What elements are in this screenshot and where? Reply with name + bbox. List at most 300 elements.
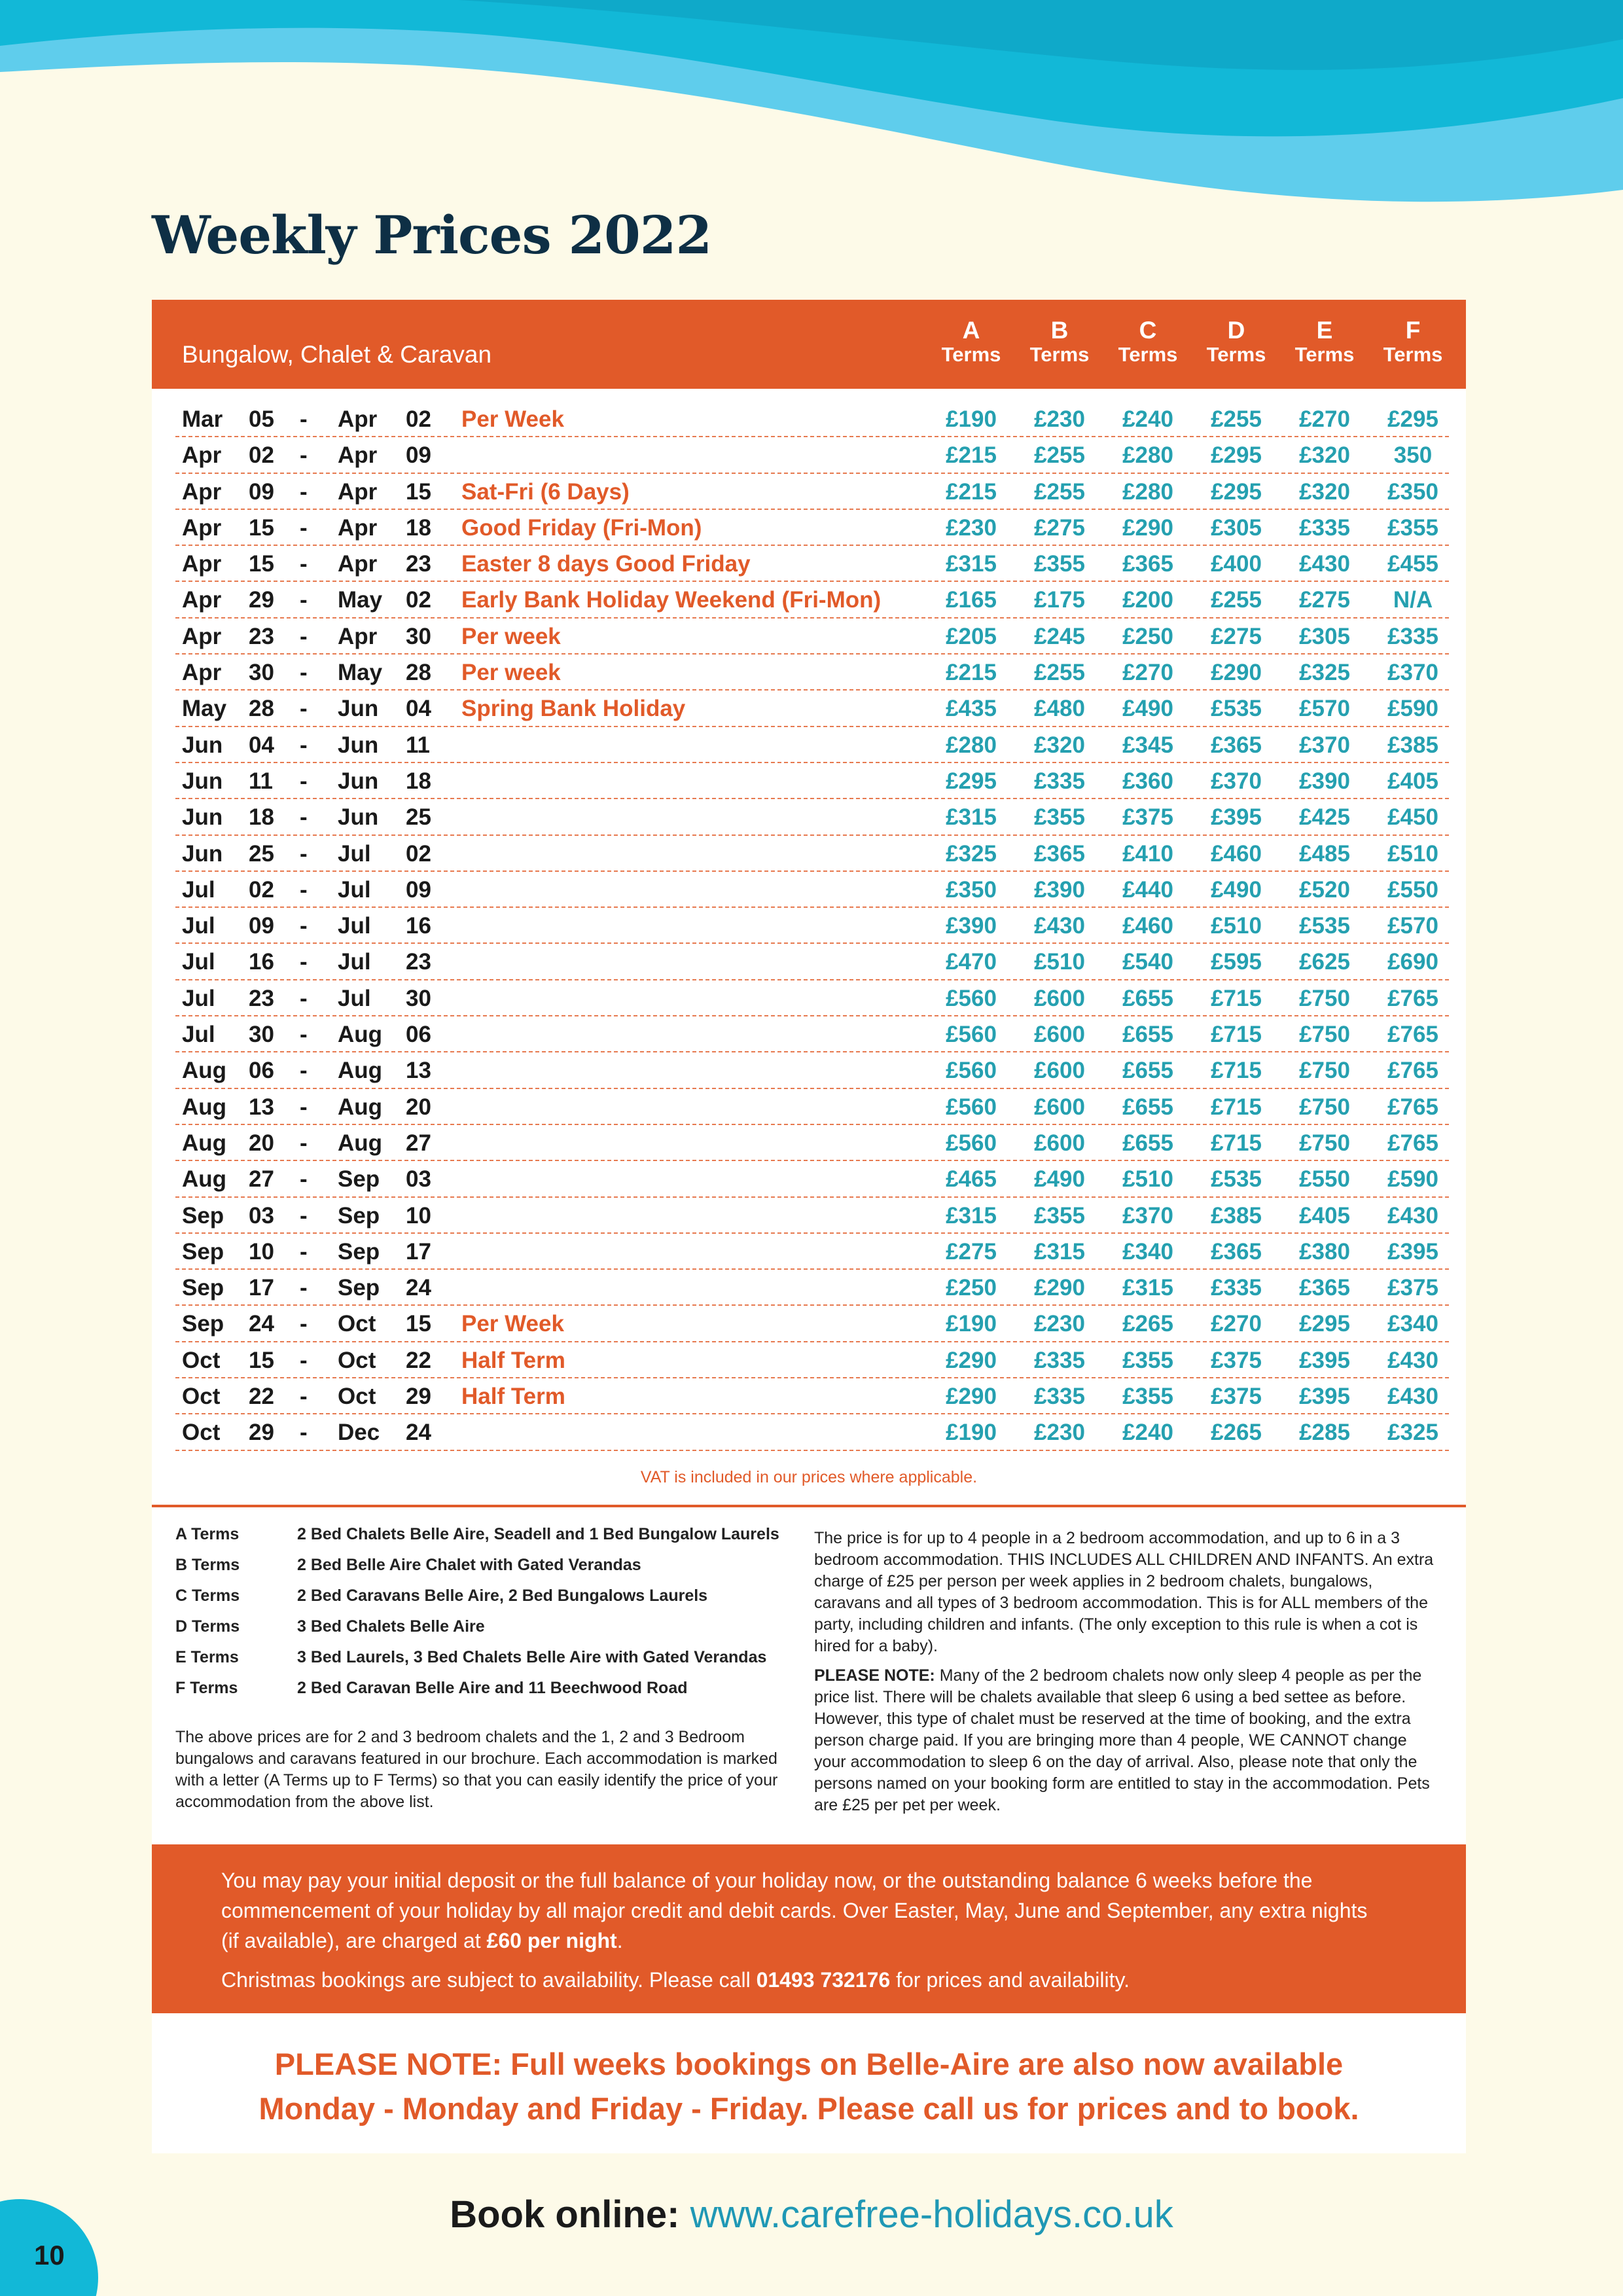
price-c: £290 [1122,514,1173,541]
column-header-e: E Terms [1294,317,1355,366]
price-d: £375 [1211,1347,1262,1373]
price-c: £655 [1122,1130,1173,1156]
end-day: 09 [406,442,431,469]
price-d: £265 [1211,1420,1262,1446]
price-e: £425 [1299,804,1350,831]
end-day: 04 [406,696,431,722]
period-note: Per week [461,623,561,649]
table-header [152,300,1466,389]
end-day: 23 [406,949,431,975]
table-row [175,1342,1449,1378]
price-f: £295 [1387,406,1438,432]
start-day: 30 [249,660,274,686]
end-day: 16 [406,913,431,939]
table-row [175,1016,1449,1052]
price-f: £430 [1387,1202,1438,1229]
price-f: 350 [1393,442,1433,469]
website-link[interactable]: www.carefree-holidays.co.uk [690,2193,1173,2236]
date-separator: - [300,768,308,794]
price-a: £560 [946,1094,997,1120]
price-d: £715 [1211,985,1262,1011]
start-day: 17 [249,1275,274,1301]
end-month: Aug [338,1094,383,1120]
price-f: £590 [1387,1166,1438,1193]
price-f: £405 [1387,768,1438,794]
date-separator: - [300,1022,308,1048]
price-e: £275 [1299,587,1350,613]
date-separator: - [300,1420,308,1446]
price-e: £520 [1299,876,1350,903]
table-row [175,944,1449,980]
price-c: £340 [1122,1238,1173,1265]
price-a: £390 [946,913,997,939]
price-a: £295 [946,768,997,794]
price-a: £560 [946,1130,997,1156]
price-d: £490 [1211,876,1262,903]
price-d: £535 [1211,1166,1262,1193]
start-day: 15 [249,1347,274,1373]
price-f: £455 [1387,551,1438,577]
period-note: Half Term [461,1347,565,1373]
end-day: 22 [406,1347,431,1373]
price-e: £625 [1299,949,1350,975]
date-separator: - [300,876,308,903]
start-month: Sep [182,1311,224,1337]
start-month: Jun [182,768,223,794]
price-c: £540 [1122,949,1173,975]
price-d: £295 [1211,442,1262,469]
price-b: £230 [1034,1311,1085,1337]
price-d: £395 [1211,804,1262,831]
price-c: £510 [1122,1166,1173,1193]
end-day: 29 [406,1384,431,1410]
price-b: £335 [1034,1384,1085,1410]
price-e: £430 [1299,551,1350,577]
price-f: £570 [1387,913,1438,939]
end-month: Sep [338,1202,380,1229]
price-b: £175 [1034,587,1085,613]
price-a: £315 [946,551,997,577]
end-month: Apr [338,551,378,577]
price-f: £335 [1387,623,1438,649]
date-separator: - [300,623,308,649]
start-month: Aug [182,1130,227,1156]
start-month: Jul [182,985,215,1011]
price-b: £600 [1034,1130,1085,1156]
price-d: £305 [1211,514,1262,541]
payment-text: You may pay your initial deposit or the full balance of your holiday now, or the outstanding balance 6 weeks before the commencement of your holiday by all major credit and debit cards. Over Easter, May, June and September, any extra nights (if available), are charged at £60 per night. [221,1869,1368,1952]
price-e: £750 [1299,1094,1350,1120]
price-e: £405 [1299,1202,1350,1229]
date-separator: - [300,1166,308,1193]
price-a: £215 [946,442,997,469]
table-row [175,510,1449,546]
price-a: £280 [946,732,997,758]
price-f: £375 [1387,1275,1438,1301]
price-f: £325 [1387,1420,1438,1446]
start-day: 23 [249,985,274,1011]
end-month: Jun [338,768,379,794]
price-b: £355 [1034,804,1085,831]
end-month: Jun [338,696,379,722]
end-month: Sep [338,1275,380,1301]
start-day: 23 [249,623,274,649]
table-row [175,691,1449,726]
price-c: £365 [1122,551,1173,577]
end-month: May [338,587,383,613]
price-f: £765 [1387,1058,1438,1084]
price-c: £200 [1122,587,1173,613]
price-b: £335 [1034,1347,1085,1373]
start-month: Jul [182,876,215,903]
price-c: £410 [1122,840,1173,867]
end-day: 18 [406,768,431,794]
price-b: £230 [1034,1420,1085,1446]
price-a: £250 [946,1275,997,1301]
table-row [175,582,1449,618]
price-a: £215 [946,478,997,505]
start-month: Jul [182,949,215,975]
price-a: £315 [946,804,997,831]
end-month: Aug [338,1058,383,1084]
period-note: Per Week [461,406,564,432]
end-month: Sep [338,1238,380,1265]
price-d: £295 [1211,478,1262,505]
price-c: £655 [1122,1022,1173,1048]
price-b: £255 [1034,660,1085,686]
date-separator: - [300,587,308,613]
end-day: 02 [406,406,431,432]
price-f: £765 [1387,1130,1438,1156]
price-e: £750 [1299,985,1350,1011]
price-d: £255 [1211,406,1262,432]
period-note: Per week [461,660,561,686]
price-b: £365 [1034,840,1085,867]
date-separator: - [300,442,308,469]
price-e: £295 [1299,1311,1350,1337]
start-month: Oct [182,1420,221,1446]
chalet-sleeping-text: Many of the 2 bedroom chalets now only sleep 4 people as per the price list. There will be chalets available that sleep 6 using a bed settee as before. However, this type of chalet must be reserved at the time of booking, and the extra person charge paid. If you are bringing more than 4 people, WE CANNOT change your accommodation to sleep 6 on the day of arrival. Also, please note that only the persons named on your booking form are entitled to stay in the accommodation. Pets are £25 per pet per week. [814,1666,1430,1814]
end-month: Jun [338,804,379,831]
date-separator: - [300,514,308,541]
end-month: Jul [338,876,371,903]
end-month: Jun [338,732,379,758]
start-day: 09 [249,478,274,505]
column-header-f: F Terms [1383,317,1443,366]
price-f: £370 [1387,660,1438,686]
end-month: Oct [338,1384,376,1410]
price-b: £490 [1034,1166,1085,1193]
price-d: £275 [1211,623,1262,649]
price-c: £240 [1122,1420,1173,1446]
start-day: 27 [249,1166,274,1193]
end-day: 11 [406,732,430,758]
start-month: Jul [182,1022,215,1048]
start-day: 29 [249,587,274,613]
date-separator: - [300,840,308,867]
price-a: £205 [946,623,997,649]
end-day: 18 [406,514,431,541]
end-day: 24 [406,1420,431,1446]
price-e: £370 [1299,732,1350,758]
price-d: £715 [1211,1094,1262,1120]
please-note-label: PLEASE NOTE: [814,1666,935,1685]
price-b: £335 [1034,768,1085,794]
start-day: 04 [249,732,274,758]
price-c: £375 [1122,804,1173,831]
price-d: £255 [1211,587,1262,613]
price-a: £470 [946,949,997,975]
start-month: Apr [182,442,222,469]
price-b: £315 [1034,1238,1085,1265]
price-b: £245 [1034,623,1085,649]
date-separator: - [300,949,308,975]
start-month: Oct [182,1347,221,1373]
start-day: 11 [249,768,273,794]
end-month: Apr [338,623,378,649]
price-e: £380 [1299,1238,1350,1265]
start-day: 25 [249,840,274,867]
start-month: Apr [182,478,222,505]
price-f: £590 [1387,696,1438,722]
price-d: £385 [1211,1202,1262,1229]
price-d: £365 [1211,1238,1262,1265]
table-row [175,799,1449,835]
table-row [175,1270,1449,1306]
end-day: 23 [406,551,431,577]
price-e: £320 [1299,478,1350,505]
table-row [175,836,1449,872]
please-note-banner [152,2030,1466,2152]
start-day: 05 [249,406,274,432]
price-b: £230 [1034,406,1085,432]
price-f: £355 [1387,514,1438,541]
price-e: £750 [1299,1058,1350,1084]
price-b: £355 [1034,551,1085,577]
date-separator: - [300,478,308,505]
end-month: Apr [338,514,378,541]
end-month: Oct [338,1311,376,1337]
price-c: £655 [1122,985,1173,1011]
price-rows [175,401,1449,1451]
start-month: Apr [182,660,222,686]
price-b: £275 [1034,514,1085,541]
payment-info-banner [152,1844,1466,2013]
price-b: £510 [1034,949,1085,975]
end-day: 27 [406,1130,431,1156]
start-day: 20 [249,1130,274,1156]
table-row [175,655,1449,691]
page-number: 10 [34,2240,65,2270]
table-row [175,763,1449,799]
price-d: £270 [1211,1311,1262,1337]
price-f: £765 [1387,1022,1438,1048]
table-row [175,1052,1449,1088]
end-day: 15 [406,1311,431,1337]
price-e: £550 [1299,1166,1350,1193]
column-header-d: D Terms [1206,317,1266,366]
end-day: 24 [406,1275,431,1301]
price-c: £315 [1122,1275,1173,1301]
end-day: 06 [406,1022,431,1048]
start-month: Mar [182,406,223,432]
date-separator: - [300,1058,308,1084]
price-b: £600 [1034,985,1085,1011]
date-separator: - [300,1238,308,1265]
price-c: £240 [1122,406,1173,432]
price-a: £350 [946,876,997,903]
price-f: £385 [1387,732,1438,758]
price-a: £325 [946,840,997,867]
price-a: £560 [946,985,997,1011]
price-e: £395 [1299,1384,1350,1410]
end-day: 28 [406,660,431,686]
table-row [175,1234,1449,1270]
date-separator: - [300,1202,308,1229]
end-month: Apr [338,442,378,469]
price-b: £255 [1034,478,1085,505]
chalet-sleeping-note [814,1665,1442,1816]
date-separator: - [300,660,308,686]
price-d: £370 [1211,768,1262,794]
please-note-line-1: PLEASE NOTE: Full weeks bookings on Belle-Aire are also now available [274,2047,1344,2081]
period-note: Sat-Fri (6 Days) [461,478,630,505]
price-a: £560 [946,1022,997,1048]
table-row [175,1198,1449,1234]
date-separator: - [300,1384,308,1410]
end-month: Jul [338,949,371,975]
price-e: £395 [1299,1347,1350,1373]
price-a: £435 [946,696,997,722]
period-note: Half Term [461,1384,565,1410]
price-b: £320 [1034,732,1085,758]
start-month: May [182,696,227,722]
price-b: £390 [1034,876,1085,903]
end-month: Sep [338,1166,380,1193]
price-f: £430 [1387,1347,1438,1373]
end-day: 09 [406,876,431,903]
price-d: £335 [1211,1275,1262,1301]
christmas-note: Christmas bookings are subject to availability. Please call 01493 732176 for prices and availability. [221,1968,1130,1992]
end-month: Apr [338,478,378,505]
price-b: £255 [1034,442,1085,469]
table-row [175,546,1449,582]
price-d: £715 [1211,1130,1262,1156]
period-note: Early Bank Holiday Weekend (Fri-Mon) [461,587,882,613]
start-day: 02 [249,876,274,903]
end-month: Aug [338,1022,383,1048]
price-c: £355 [1122,1347,1173,1373]
start-day: 24 [249,1311,274,1337]
start-month: Sep [182,1202,224,1229]
price-f: £550 [1387,876,1438,903]
extra-night-price: £60 per night [486,1929,617,1952]
price-a: £290 [946,1347,997,1373]
price-b: £600 [1034,1058,1085,1084]
price-c: £265 [1122,1311,1173,1337]
price-e: £750 [1299,1022,1350,1048]
start-day: 16 [249,949,274,975]
end-month: Aug [338,1130,383,1156]
start-day: 13 [249,1094,274,1120]
price-a: £560 [946,1058,997,1084]
price-f: £395 [1387,1238,1438,1265]
start-day: 03 [249,1202,274,1229]
start-day: 29 [249,1420,274,1446]
table-row [175,980,1449,1016]
start-month: Apr [182,623,222,649]
price-e: £390 [1299,768,1350,794]
price-b: £430 [1034,913,1085,939]
price-e: £485 [1299,840,1350,867]
table-row [175,1378,1449,1414]
column-header-c: C Terms [1118,317,1178,366]
start-month: Apr [182,514,222,541]
date-separator: - [300,696,308,722]
table-row [175,401,1449,437]
price-e: £320 [1299,442,1350,469]
start-day: 15 [249,551,274,577]
table-row-label: Bungalow, Chalet & Caravan [182,341,492,368]
price-d: £365 [1211,732,1262,758]
start-month: Jun [182,732,223,758]
please-note-line-2: Monday - Monday and Friday - Friday. Please call us for prices and to book. [259,2091,1359,2126]
table-row [175,1125,1449,1161]
price-b: £480 [1034,696,1085,722]
column-header-a: A Terms [941,317,1001,366]
price-e: £325 [1299,660,1350,686]
price-e: £285 [1299,1420,1350,1446]
price-f: £690 [1387,949,1438,975]
start-day: 18 [249,804,274,831]
table-row [175,1161,1449,1197]
price-d: £715 [1211,1022,1262,1048]
table-row [175,1306,1449,1342]
price-d: £595 [1211,949,1262,975]
price-e: £305 [1299,623,1350,649]
price-a: £290 [946,1384,997,1410]
table-row [175,908,1449,944]
end-day: 03 [406,1166,431,1193]
prices-card: Bungalow, Chalet & Caravan A Terms B Terms C Terms D Terms E Terms F Terms Mar 05 - Apr 02 Per Week £190 £230 £240 £255 £270 £295 Apr 02 - Apr 09 £215 £255 £280 £295 £320 350 Apr 09 - Apr 15 Sat-Fri (6 Days) £215 £255 £280 £295 £320 £350 Apr 15 - Apr 18 Good Friday (Fri-Mon) £230 £275 £290 £305 £335 £355 Apr 15 - Apr 23 Easter 8 days Good Friday £315 £355 £365 £400 £430 £455 Apr 29 - May 02 Early Bank Holiday Weekend (Fri-Mon) £165 £175 £200 £255 £275 N/A Apr 23 - Apr 30 Per week £205 £245 £250 £275 £305 £335 Apr 30 - May 28 Per week £215 £255 £270 £290 £325 £370 May 28 - Jun 04 Spring Bank Holiday £435 £480 £490 £535 £570 £590 Jun 04 - Jun 11 £280 £320 £345 £365 £370 £385 Jun 11 - Jun 18 £295 £335 £360 £370 £390 £405 Jun 18 - Jun 25 £315 £355 £375 £395 £425 £450 Jun 25 - Jul 02 £325 £365 £410 £460 £485 £510 Jul 02 - Jul 09 £350 £390 £440 £490 £520 £550 Jul 09 - Jul 16 £390 £430 £460 £510 £535 £570 Jul 16 - Jul 23 £470 £510 £540 £595 £625 £690 Jul 23 - Jul 30 £560 £600 £655 £715 £750 £765 Jul 30 - Aug 06 £560 £600 £655 £715 £750 £765 Aug 06 - Aug 13 £560 £600 £655 £715 £750 £765 Aug 13 - Aug 20 £560 £600 £655 £715 £750 £765 Aug 20 - Aug 27 £560 £600 £655 £715 £750 £765 Aug 27 - Sep 03 £465 £490 £510 £535 £550 £590 Sep 03 - Sep 10 £315 £355 £370 £385 £405 £430 Sep 10 - Sep 17 £275 £315 £340 £365 £380 £395 Sep 17 - Sep 24 £250 £290 £315 £335 £365 £375 Sep 24 - Oct 15 Per Week £190 £230 £265 £270 £295 £340 Oct 15 - Oct 22 Half Term £290 £335 £355 £375 £395 £430 Oct 22 - Oct 29 Half Term £290 £335 £355 £375 £395 £430 Oct 29 - Dec 24 £190 £230 £240 £265 £285 £325 VAT is included in our prices where applicable. A Terms 2 Bed Chalets Belle Aire, Seadell and 1 Bed Bungalow Laurels B Terms 2 Bed Belle Aire Chalet with Gated Verandas C Terms 2 Bed Caravans Belle Aire, 2 Bed Bungalows Laurels D Terms 3 Bed Chalets Belle Aire E Terms 3 Bed Laurels, 3 Bed Chalets Belle Aire with Gated Verandas F Terms 2 Bed Caravan Belle Aire and 11 Beechwood Road The above prices are for 2 and 3 bedroom chalets and the 1, 2 and 3 Bedroom bungalows and caravans featured in our brochure. Each accommodation is marked with a letter (A Terms up to F Terms) so that you can easily identify the price of your accommodation from the above list. The price is for up to 4 people in a 2 bedroom accommodation, and up to 6 in a 3 bedroom accommodation. THIS INCLUDES ALL CHILDREN AND INFANTS. An extra charge of £25 per person per week applies in 2 bedroom chalets, bungalows, caravans and all types of 3 bedroom accommodation. This is for ALL members of the party, including children and infants. (The only exception to this rule is when a cot is hired for a baby). PLEASE NOTE: Many of the 2 bedroom chalets now only sleep 4 people as per the price list. There will be chalets available that sleep 6 using a bed settee as before. However, this type of chalet must be reserved at the time of booking, and the extra person charge paid. If you are bringing more than 4 people, WE CANNOT change your accommodation to sleep 6 on the day of arrival. Also, please note that only the persons named on your booking form are entitled to stay in the accommodation. Pets are £25 per pet per week. [152,300,1466,2153]
price-d: £535 [1211,696,1262,722]
end-day: 30 [406,623,431,649]
start-day: 06 [249,1058,274,1084]
start-month: Sep [182,1238,224,1265]
price-e: £335 [1299,514,1350,541]
end-day: 02 [406,587,431,613]
end-day: 13 [406,1058,431,1084]
price-d: £715 [1211,1058,1262,1084]
table-row [175,1414,1449,1450]
price-d: £375 [1211,1384,1262,1410]
period-note: Spring Bank Holiday [461,696,686,722]
book-online-label: Book online: [450,2193,680,2236]
end-month: Apr [338,406,378,432]
end-month: Oct [338,1347,376,1373]
price-c: £280 [1122,442,1173,469]
price-f: £340 [1387,1311,1438,1337]
start-month: Jul [182,913,215,939]
start-month: Aug [182,1094,227,1120]
date-separator: - [300,551,308,577]
price-a: £230 [946,514,997,541]
terms-explanation: The above prices are for 2 and 3 bedroom chalets and the 1, 2 and 3 Bedroom bungalows and caravans featured in our brochure. Each accommodation is marked with a letter (A Terms up to F Terms) so that you can easily identify the price of your accommodation from the above list. [175,1728,778,1811]
date-separator: - [300,1311,308,1337]
price-c: £655 [1122,1058,1173,1084]
date-separator: - [300,1275,308,1301]
price-f: £430 [1387,1384,1438,1410]
